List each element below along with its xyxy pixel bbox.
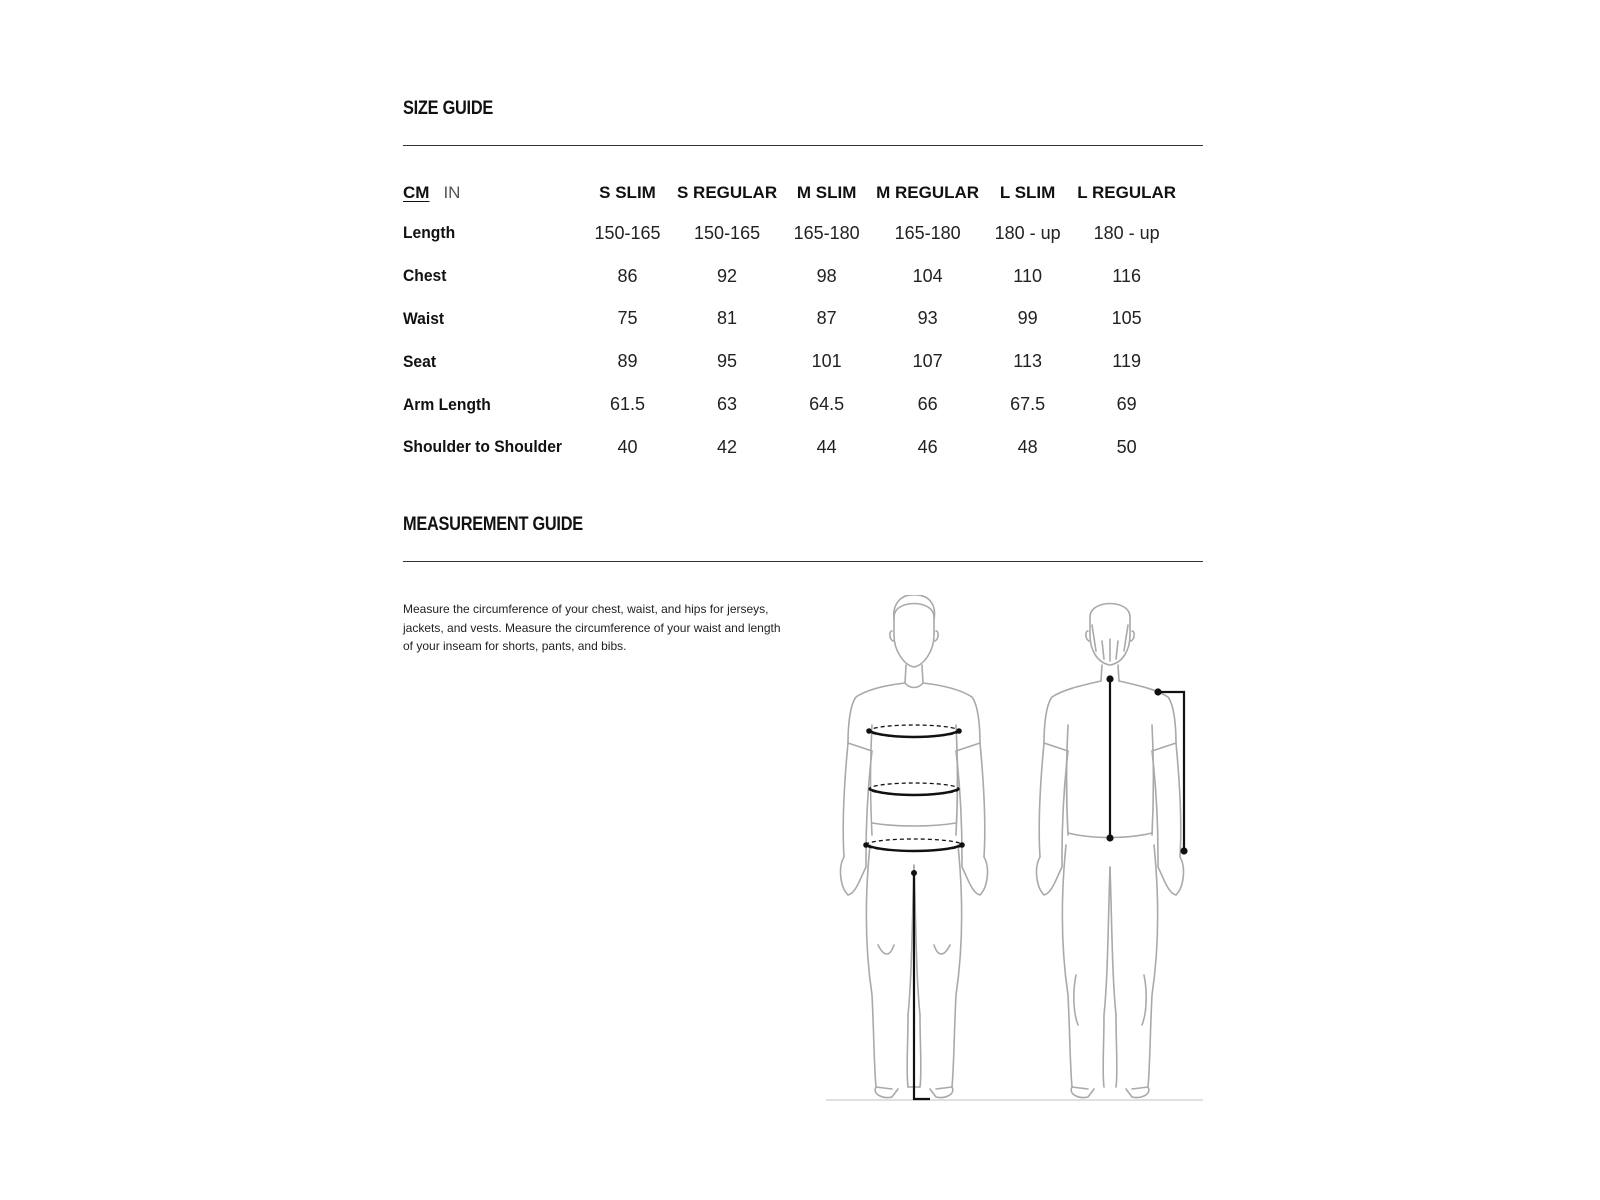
table-cell: 42	[717, 436, 738, 457]
row-label: Chest	[403, 266, 447, 286]
row-label-cell	[403, 426, 578, 469]
table-cell: 89	[617, 351, 638, 372]
table-cell: 93	[917, 308, 938, 329]
table-cell: 63	[717, 394, 738, 415]
table-cell: 113	[1013, 351, 1042, 372]
divider	[403, 561, 1203, 562]
size-table	[403, 170, 1177, 469]
table-cell: 105	[1111, 308, 1142, 329]
table-cell: 40	[617, 436, 638, 457]
table-cell: 95	[717, 351, 738, 372]
column-header: S REGULAR	[677, 183, 778, 202]
row-label-cell	[403, 383, 578, 426]
column-header: S SLIM	[599, 183, 656, 202]
table-cell: 99	[1017, 308, 1038, 329]
table-cell: 180 - up	[994, 222, 1061, 243]
divider	[403, 145, 1203, 146]
units-toggle-cell	[403, 170, 578, 212]
table-cell: 165-180	[793, 222, 860, 243]
table-cell: 46	[917, 436, 938, 457]
table-cell: 180 - up	[1093, 222, 1160, 243]
table-cell: 87	[816, 308, 837, 329]
measurement-guide-title: MEASUREMENT GUIDE	[403, 514, 583, 535]
table-cell: 119	[1112, 351, 1141, 372]
table-row	[403, 426, 1177, 469]
table-cell: 75	[617, 308, 638, 329]
row-label-cell	[403, 212, 578, 255]
table-cell: 67.5	[1010, 394, 1046, 415]
table-cell: 48	[1017, 436, 1038, 457]
table-cell: 107	[912, 351, 943, 372]
table-row	[403, 212, 1177, 255]
table-cell: 66	[917, 394, 938, 415]
row-label: Seat	[403, 351, 437, 371]
table-cell: 104	[912, 265, 943, 286]
back-measurement-lines	[1108, 677, 1187, 854]
measurement-description: Measure the circumference of your chest, waist, and hips for jerseys, jackets, and vests. Measure the circumference of your waist and length of your inseam for shorts, pants, and bibs.	[403, 602, 781, 653]
row-label-cell	[403, 340, 578, 383]
row-label: Shoulder to Shoulder	[403, 437, 563, 457]
table-cell: 116	[1112, 265, 1141, 286]
table-header-row	[403, 170, 1177, 212]
table-cell: 110	[1013, 265, 1042, 286]
table-row	[403, 255, 1177, 298]
column-header: L SLIM	[999, 183, 1056, 202]
table-cell: 50	[1116, 436, 1137, 457]
size-guide-title: SIZE GUIDE	[403, 98, 494, 119]
table-cell: 92	[717, 265, 738, 286]
table-cell: 69	[1116, 394, 1137, 415]
table-cell: 44	[816, 436, 837, 457]
table-cell: 61.5	[609, 394, 646, 415]
column-header: L REGULAR	[1077, 183, 1177, 202]
table-cell: 81	[717, 308, 738, 329]
table-cell: 150-165	[594, 222, 661, 243]
table-cell: 165-180	[894, 222, 961, 243]
units-toggle	[403, 183, 578, 203]
column-header: M REGULAR	[876, 183, 980, 202]
table-row	[403, 340, 1177, 383]
row-label: Arm Length	[403, 394, 491, 414]
row-label: Waist	[403, 308, 445, 328]
table-row	[403, 383, 1177, 426]
column-header: M SLIM	[796, 183, 857, 202]
unit-cm-tab[interactable]: CM	[403, 183, 430, 202]
body-measurement-illustration	[826, 595, 1203, 1110]
unit-in-tab[interactable]: IN	[443, 183, 461, 202]
row-label-cell	[403, 255, 578, 298]
row-label-cell	[403, 298, 578, 341]
front-measurement-lines	[864, 725, 965, 1099]
table-cell: 98	[816, 265, 837, 286]
row-label: Length	[403, 223, 456, 243]
table-cell: 150-165	[694, 222, 761, 243]
inseam-measure	[914, 873, 930, 1099]
table-row	[403, 298, 1177, 341]
size-guide-page	[403, 0, 1203, 1200]
table-cell: 101	[811, 351, 842, 372]
table-cell: 64.5	[809, 394, 845, 415]
table-cell: 86	[617, 265, 638, 286]
table-body	[403, 212, 1177, 469]
